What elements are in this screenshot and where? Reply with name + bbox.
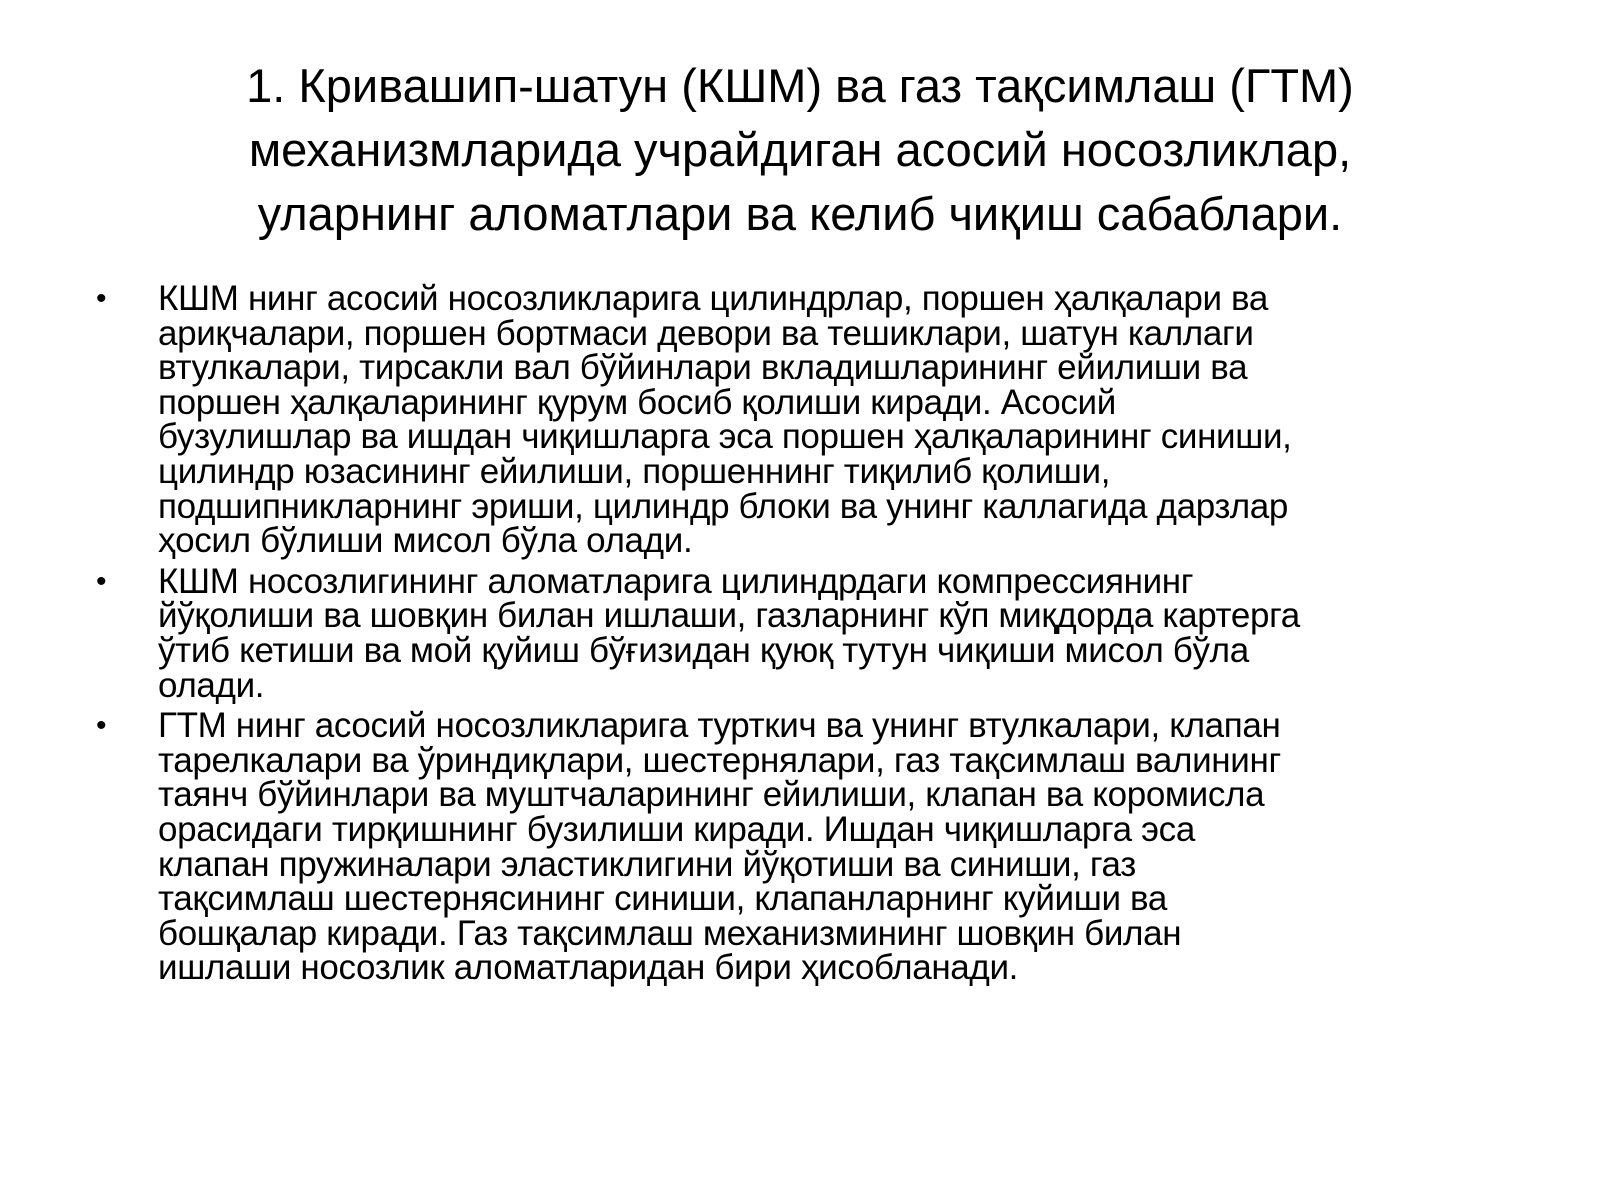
bullet-line: орасидаги тирқишнинг бузилиши киради. Ишдан чиқишларга эса bbox=[158, 809, 1195, 849]
title-line: уларнинг аломатлари ва келиб чиқиш сабаблари. bbox=[257, 187, 1343, 240]
bullet-line: ҳосил бўлиши мисол бўла олади. bbox=[158, 521, 693, 561]
bullet-item bbox=[96, 279, 1536, 561]
bullet-line: КШМ нинг асосий носозликларига цилиндрлар, поршен ҳалқалари ва bbox=[158, 279, 1269, 318]
bullet-line: клапан пружиналари эластиклигини йўқотиши ва синиши, газ bbox=[158, 844, 1136, 884]
bullet-item bbox=[96, 561, 1536, 705]
slide-title bbox=[80, 54, 1520, 246]
bullet-line: цилиндр юзасининг ейилиши, поршеннинг тиқилиб қолиши, bbox=[158, 451, 1111, 491]
bullet-line: бошқалар киради. Газ тақсимлаш механизмининг шовқин билан bbox=[158, 913, 1182, 953]
bullet-line: ишлаши носозлик аломатларидан бири ҳисобланади. bbox=[158, 948, 1019, 988]
bullet-line: ГТМ нинг асосий носозликларига турткич ва унинг втулкалари, клапан bbox=[158, 706, 1281, 746]
bullet-line: втулкалари, тирсакли вал бўйинлари вкладишларининг ейилиши ва bbox=[158, 348, 1248, 388]
bullet-line: подшипникларнинг эриши, цилиндр блоки ва унинг каллагида дарзлар bbox=[158, 486, 1289, 526]
bullet-line: ариқчалари, поршен бортмаси девори ва тешиклари, шатун каллаги bbox=[158, 313, 1254, 353]
bullet-line: поршен ҳалқаларининг қурум босиб қолиши киради. Асосий bbox=[158, 382, 1116, 422]
bullet-line: йўқолиши ва шовқин билан ишлаши, газларнинг кўп миқдорда картерга bbox=[158, 596, 1300, 636]
bullet-dot-icon: • bbox=[96, 709, 107, 743]
bullet-list bbox=[96, 279, 1536, 992]
bullet-line: тақсимлаш шестернясининг синиши, клапанларнинг куйиши ва bbox=[158, 879, 1167, 919]
title-line: 1. Кривашип-шатун (КШМ) ва газ тақсимлаш (ГТМ) bbox=[246, 59, 1354, 112]
bullet-line: олади. bbox=[158, 665, 265, 705]
bullet-line: таянч бўйинлари ва муштчаларининг ейилиши, клапан ва коромисла bbox=[158, 775, 1265, 815]
title-line: механизмларида учрайдиган асосий носозликлар, bbox=[248, 123, 1352, 176]
bullet-line: бузулишлар ва ишдан чиқишларга эса поршен ҳалқаларининг синиши, bbox=[158, 417, 1292, 457]
bullet-line: КШМ носозлигининг аломатларига цилиндрдаги компрессиянинг bbox=[158, 561, 1194, 601]
bullet-item bbox=[96, 706, 1536, 988]
bullet-line: тарелкалари ва ўриндиқлари, шестернялари, газ тақсимлаш валининг bbox=[158, 740, 1281, 780]
bullet-dot-icon: • bbox=[96, 564, 107, 598]
bullet-line: ўтиб кетиши ва мой қуйиш бўғизидан қуюқ тутун чиқиши мисол бўла bbox=[158, 630, 1249, 670]
bullet-dot-icon: • bbox=[96, 282, 107, 315]
